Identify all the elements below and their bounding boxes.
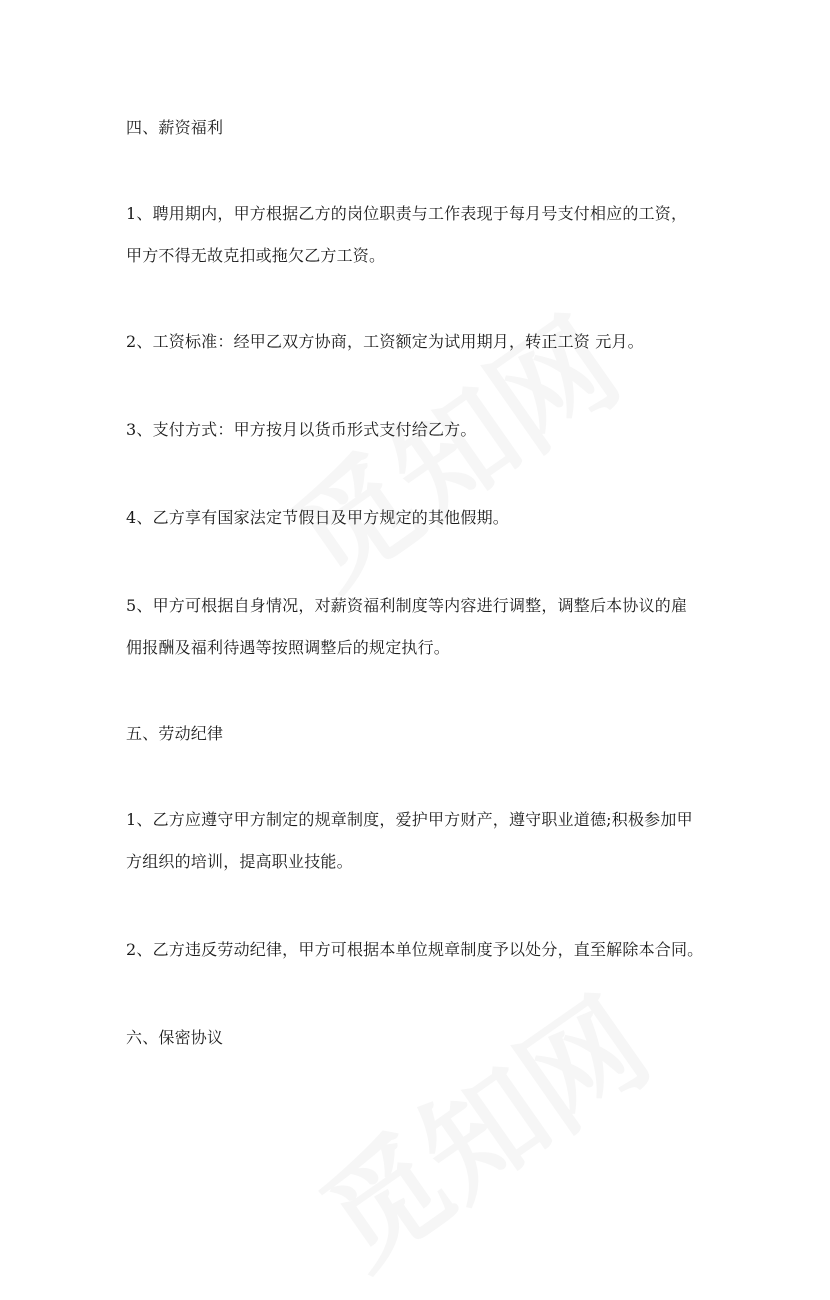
paragraph-line: 5、甲方可根据自身情况，对薪资福利制度等内容进行调整，调整后本协议的雇 (126, 596, 688, 615)
section-heading-discipline: 五、劳动纪律 (126, 724, 224, 743)
paragraph-line: 方组织的培训，提高职业技能。 (126, 852, 353, 871)
paragraph-line: 3、支付方式：甲方按月以货币形式支付给乙方。 (126, 420, 477, 439)
watermark (253, 272, 647, 619)
section-heading-salary: 四、薪资福利 (126, 118, 224, 137)
paragraph-line: 2、工资标准：经甲乙双方协商，工资额定为试用期月，转正工资 元月。 (126, 332, 644, 351)
paragraph-line: 佣报酬及福利待遇等按照调整后的规定执行。 (126, 638, 451, 657)
section-heading-confidentiality: 六、保密协议 (126, 1028, 224, 1047)
paragraph-line: 2、乙方违反劳动纪律，甲方可根据本单位规章制度予以处分，直至解除本合同。 (126, 940, 704, 959)
watermark (283, 952, 677, 1299)
paragraph-line: 1、聘用期内，甲方根据乙方的岗位职责与工作表现于每月号支付相应的工资， (126, 204, 688, 223)
paragraph-line: 4、乙方享有国家法定节假日及甲方规定的其他假期。 (126, 508, 509, 527)
paragraph-line: 甲方不得无故克扣或拖欠乙方工资。 (126, 246, 386, 265)
paragraph-line: 1、乙方应遵守甲方制定的规章制度，爱护甲方财产，遵守职业道德;积极参加甲 (126, 810, 693, 829)
